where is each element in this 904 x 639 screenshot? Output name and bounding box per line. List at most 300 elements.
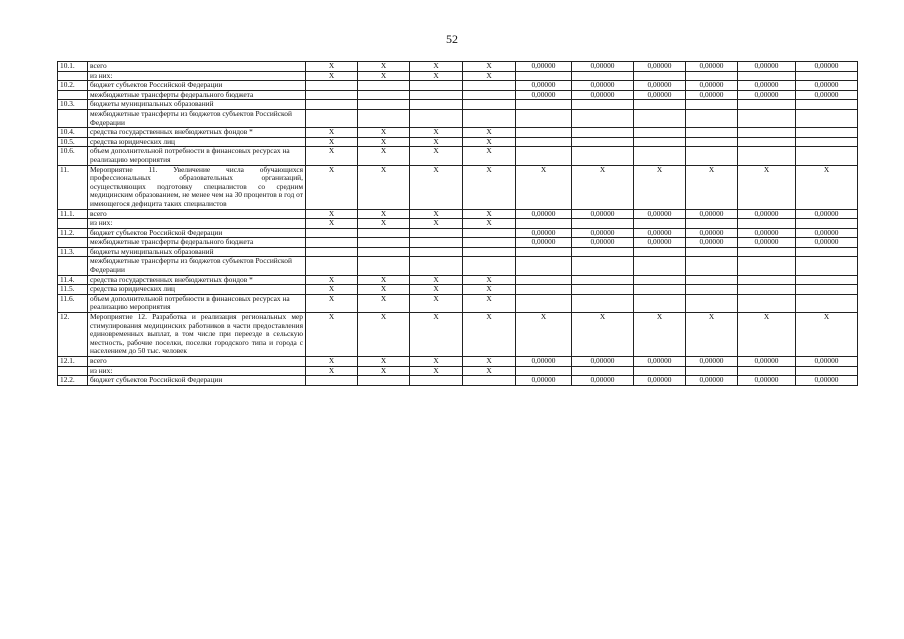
value-cell [572,147,634,165]
table-row [58,147,858,165]
value-cell: 0,00000 [686,238,738,248]
x-mark-cell: X [463,294,516,312]
row-number-cell: 10.5. [58,137,88,147]
table-row [58,376,858,386]
x-mark-cell [358,228,410,238]
x-mark-cell: X [410,219,463,229]
value-cell: 0,00000 [796,90,858,100]
row-number-cell: 10.3. [58,100,88,110]
value-cell [634,71,686,81]
x-mark-cell [306,81,358,91]
row-description-cell: всего [88,209,306,219]
value-cell: X [686,313,738,357]
table-row [58,209,858,219]
row-number-cell: 12. [58,313,88,357]
value-cell [634,137,686,147]
x-mark-cell [358,90,410,100]
x-mark-cell: X [358,366,410,376]
value-cell: 0,00000 [796,376,858,386]
table-row [58,128,858,138]
value-cell: 0,00000 [516,238,572,248]
value-cell [738,137,796,147]
value-cell [572,285,634,295]
value-cell [572,109,634,127]
row-number-cell [58,109,88,127]
value-cell [686,247,738,257]
value-cell: 0,00000 [516,228,572,238]
value-cell [738,294,796,312]
value-cell [796,100,858,110]
table-row [58,238,858,248]
x-mark-cell [463,100,516,110]
table-row [58,285,858,295]
x-mark-cell [358,257,410,275]
value-cell [686,257,738,275]
x-mark-cell: X [358,275,410,285]
x-mark-cell: X [410,285,463,295]
value-cell [516,147,572,165]
x-mark-cell: X [410,357,463,367]
page-number: 52 [446,32,458,46]
row-number-cell [58,257,88,275]
value-cell: 0,00000 [738,238,796,248]
table-row [58,137,858,147]
value-cell: 0,00000 [686,90,738,100]
x-mark-cell: X [463,128,516,138]
value-cell [516,285,572,295]
row-description-cell: средства юридических лиц [88,137,306,147]
x-mark-cell: X [358,128,410,138]
x-mark-cell: X [410,147,463,165]
x-mark-cell: X [463,366,516,376]
table-row [58,109,858,127]
x-mark-cell [358,100,410,110]
value-cell [516,109,572,127]
row-number-cell: 11.3. [58,247,88,257]
table-row [58,62,858,72]
x-mark-cell [410,81,463,91]
value-cell [686,285,738,295]
row-description-cell: из них: [88,219,306,229]
value-cell [634,275,686,285]
row-description-cell: бюджеты муниципальных образований [88,100,306,110]
value-cell: 0,00000 [572,209,634,219]
x-mark-cell [463,90,516,100]
value-cell: 0,00000 [738,357,796,367]
value-cell [796,109,858,127]
value-cell [634,147,686,165]
row-description-cell: средства юридических лиц [88,285,306,295]
value-cell: X [796,313,858,357]
x-mark-cell [358,238,410,248]
value-cell: X [634,165,686,209]
value-cell [572,100,634,110]
value-cell [738,247,796,257]
value-cell [634,109,686,127]
x-mark-cell: X [358,357,410,367]
x-mark-cell: X [410,62,463,72]
value-cell [516,128,572,138]
value-cell [738,285,796,295]
x-mark-cell [410,257,463,275]
value-cell [572,366,634,376]
x-mark-cell: X [358,294,410,312]
row-number-cell [58,90,88,100]
value-cell: X [516,313,572,357]
x-mark-cell: X [358,313,410,357]
value-cell [686,137,738,147]
row-description-cell: из них: [88,366,306,376]
row-number-cell: 11.4. [58,275,88,285]
table-row [58,275,858,285]
row-description-cell: объем дополнительной потребности в финансовых ресурсах на реализацию мероприятия [88,147,306,165]
x-mark-cell [306,238,358,248]
x-mark-cell: X [463,313,516,357]
value-cell: 0,00000 [634,238,686,248]
value-cell [634,100,686,110]
value-cell: 0,00000 [634,81,686,91]
value-cell [686,71,738,81]
value-cell: 0,00000 [796,209,858,219]
value-cell: 0,00000 [516,357,572,367]
row-description-cell: всего [88,62,306,72]
value-cell [686,100,738,110]
table-row [58,366,858,376]
x-mark-cell: X [306,285,358,295]
value-cell: X [686,165,738,209]
row-number-cell: 12.1. [58,357,88,367]
value-cell [572,294,634,312]
row-description-cell: бюджет субъектов Российской Федерации [88,228,306,238]
row-description-cell: бюджет субъектов Российской Федерации [88,376,306,386]
x-mark-cell [410,90,463,100]
row-number-cell: 10.1. [58,62,88,72]
value-cell: 0,00000 [634,209,686,219]
value-cell [634,366,686,376]
x-mark-cell: X [306,128,358,138]
row-number-cell [58,71,88,81]
value-cell: X [796,165,858,209]
value-cell: 0,00000 [686,81,738,91]
x-mark-cell [306,228,358,238]
value-cell: 0,00000 [634,357,686,367]
x-mark-cell [358,376,410,386]
row-description-cell: Мероприятие 11. Увеличение числа обучающихся профессиональных образовательных организаций, осуществляющих подготовку специалистов со средним медицинским образованием, не менее чем на 30 процентов в год от имеющегося дефицита таких специалистов [88,165,306,209]
value-cell [686,128,738,138]
x-mark-cell: X [358,62,410,72]
value-cell [634,219,686,229]
x-mark-cell: X [358,147,410,165]
x-mark-cell [306,90,358,100]
value-cell: 0,00000 [634,62,686,72]
row-description-cell: всего [88,357,306,367]
value-cell: X [634,313,686,357]
table-row [58,81,858,91]
value-cell [796,71,858,81]
value-cell: X [572,165,634,209]
x-mark-cell [306,376,358,386]
x-mark-cell: X [306,275,358,285]
value-cell [796,137,858,147]
x-mark-cell: X [463,137,516,147]
x-mark-cell [306,109,358,127]
value-cell: 0,00000 [516,62,572,72]
table-row [58,357,858,367]
value-cell [572,257,634,275]
value-cell [796,366,858,376]
value-cell: X [738,313,796,357]
value-cell [738,128,796,138]
value-cell: 0,00000 [516,376,572,386]
x-mark-cell: X [410,128,463,138]
value-cell [686,219,738,229]
row-number-cell: 10.6. [58,147,88,165]
x-mark-cell [463,238,516,248]
value-cell [516,366,572,376]
value-cell [738,71,796,81]
row-description-cell: бюджет субъектов Российской Федерации [88,81,306,91]
value-cell [572,247,634,257]
row-number-cell: 11.5. [58,285,88,295]
value-cell [738,366,796,376]
x-mark-cell [463,109,516,127]
value-cell [738,147,796,165]
value-cell: 0,00000 [738,376,796,386]
table-row [58,90,858,100]
row-description-cell: из них: [88,71,306,81]
table-row [58,100,858,110]
x-mark-cell [306,100,358,110]
x-mark-cell: X [358,285,410,295]
value-cell: 0,00000 [634,376,686,386]
x-mark-cell [306,247,358,257]
row-description-cell: межбюджетные трансферты федерального бюджета [88,90,306,100]
value-cell [572,137,634,147]
value-cell: 0,00000 [572,238,634,248]
value-cell: 0,00000 [686,209,738,219]
value-cell: 0,00000 [686,357,738,367]
value-cell: 0,00000 [572,357,634,367]
value-cell [516,257,572,275]
x-mark-cell: X [306,209,358,219]
x-mark-cell [410,247,463,257]
x-mark-cell [358,81,410,91]
value-cell [572,71,634,81]
value-cell [516,137,572,147]
value-cell [686,109,738,127]
row-description-cell: бюджеты муниципальных образований [88,247,306,257]
x-mark-cell [410,109,463,127]
value-cell [516,100,572,110]
x-mark-cell: X [306,357,358,367]
value-cell: X [738,165,796,209]
value-cell [796,275,858,285]
table-row [58,313,858,357]
x-mark-cell [410,100,463,110]
value-cell [634,294,686,312]
value-cell: 0,00000 [738,209,796,219]
value-cell [572,219,634,229]
row-description-cell: межбюджетные трансферты из бюджетов субъектов Российской Федерации [88,109,306,127]
x-mark-cell: X [410,366,463,376]
x-mark-cell: X [358,71,410,81]
row-description-cell: межбюджетные трансферты из бюджетов субъектов Российской Федерации [88,257,306,275]
row-number-cell [58,366,88,376]
x-mark-cell: X [306,71,358,81]
table-row [58,219,858,229]
value-cell: 0,00000 [738,90,796,100]
value-cell: 0,00000 [796,228,858,238]
value-cell [796,219,858,229]
value-cell [796,247,858,257]
x-mark-cell: X [463,165,516,209]
value-cell [796,147,858,165]
x-mark-cell: X [463,147,516,165]
table-row [58,247,858,257]
row-number-cell: 11.6. [58,294,88,312]
table-row [58,165,858,209]
x-mark-cell: X [306,366,358,376]
x-mark-cell [410,228,463,238]
value-cell: 0,00000 [572,376,634,386]
value-cell: 0,00000 [634,228,686,238]
x-mark-cell: X [306,313,358,357]
x-mark-cell [358,109,410,127]
value-cell: 0,00000 [634,90,686,100]
row-description-cell: Мероприятие 12. Разработка и реализация региональных мер стимулирования медицинских работников в части предоставления единовременных выплат, в том числе при переезде в сельскую местность, рабочие поселки, поселки городского типа и города с населением до 50 тыс. человек [88,313,306,357]
row-number-cell [58,238,88,248]
x-mark-cell [463,81,516,91]
value-cell [634,247,686,257]
value-cell [516,219,572,229]
value-cell: 0,00000 [686,376,738,386]
value-cell [516,294,572,312]
x-mark-cell: X [410,137,463,147]
value-cell [796,257,858,275]
x-mark-cell: X [410,294,463,312]
x-mark-cell [463,257,516,275]
x-mark-cell [463,376,516,386]
x-mark-cell: X [463,275,516,285]
value-cell: X [516,165,572,209]
x-mark-cell: X [463,71,516,81]
x-mark-cell: X [463,285,516,295]
row-number-cell: 11. [58,165,88,209]
value-cell [686,366,738,376]
table-row [58,257,858,275]
value-cell [516,247,572,257]
x-mark-cell: X [306,219,358,229]
value-cell [516,275,572,285]
row-number-cell: 11.2. [58,228,88,238]
value-cell: 0,00000 [516,90,572,100]
row-description-cell: межбюджетные трансферты федерального бюджета [88,238,306,248]
row-number-cell: 10.4. [58,128,88,138]
x-mark-cell [306,257,358,275]
row-number-cell: 11.1. [58,209,88,219]
value-cell: 0,00000 [796,357,858,367]
x-mark-cell [410,238,463,248]
value-cell: 0,00000 [572,81,634,91]
row-description-cell: объем дополнительной потребности в финансовых ресурсах на реализацию мероприятия [88,294,306,312]
x-mark-cell: X [410,71,463,81]
x-mark-cell: X [410,313,463,357]
value-cell [738,257,796,275]
table-row [58,228,858,238]
value-cell [738,275,796,285]
value-cell [686,275,738,285]
value-cell [634,285,686,295]
value-cell: 0,00000 [572,62,634,72]
value-cell: 0,00000 [516,209,572,219]
row-number-cell: 12.2. [58,376,88,386]
x-mark-cell: X [358,165,410,209]
value-cell: 0,00000 [572,228,634,238]
x-mark-cell: X [410,165,463,209]
row-description-cell: средства государственных внебюджетных фондов * [88,275,306,285]
table-row [58,294,858,312]
budget-table [57,61,858,386]
value-cell [686,147,738,165]
x-mark-cell: X [306,137,358,147]
value-cell: 0,00000 [738,228,796,238]
x-mark-cell: X [410,209,463,219]
value-cell [686,294,738,312]
row-number-cell [58,219,88,229]
value-cell [634,128,686,138]
value-cell [738,100,796,110]
x-mark-cell: X [306,62,358,72]
x-mark-cell [410,376,463,386]
value-cell: 0,00000 [686,62,738,72]
x-mark-cell: X [463,357,516,367]
x-mark-cell: X [306,165,358,209]
value-cell [796,128,858,138]
x-mark-cell: X [358,209,410,219]
value-cell: 0,00000 [796,62,858,72]
x-mark-cell: X [306,294,358,312]
x-mark-cell: X [463,209,516,219]
x-mark-cell: X [358,137,410,147]
value-cell [796,294,858,312]
value-cell [796,285,858,295]
x-mark-cell [463,247,516,257]
value-cell [634,257,686,275]
value-cell [738,109,796,127]
value-cell: 0,00000 [572,90,634,100]
value-cell [572,128,634,138]
x-mark-cell: X [306,147,358,165]
value-cell: 0,00000 [738,62,796,72]
x-mark-cell [463,228,516,238]
value-cell: X [572,313,634,357]
table-row [58,71,858,81]
table-body [58,62,858,386]
x-mark-cell [358,247,410,257]
value-cell: 0,00000 [738,81,796,91]
value-cell: 0,00000 [796,81,858,91]
value-cell [572,275,634,285]
x-mark-cell: X [463,219,516,229]
value-cell: 0,00000 [796,238,858,248]
row-number-cell: 10.2. [58,81,88,91]
value-cell: 0,00000 [686,228,738,238]
x-mark-cell: X [358,219,410,229]
value-cell: 0,00000 [516,81,572,91]
x-mark-cell: X [410,275,463,285]
x-mark-cell: X [463,62,516,72]
value-cell [738,219,796,229]
